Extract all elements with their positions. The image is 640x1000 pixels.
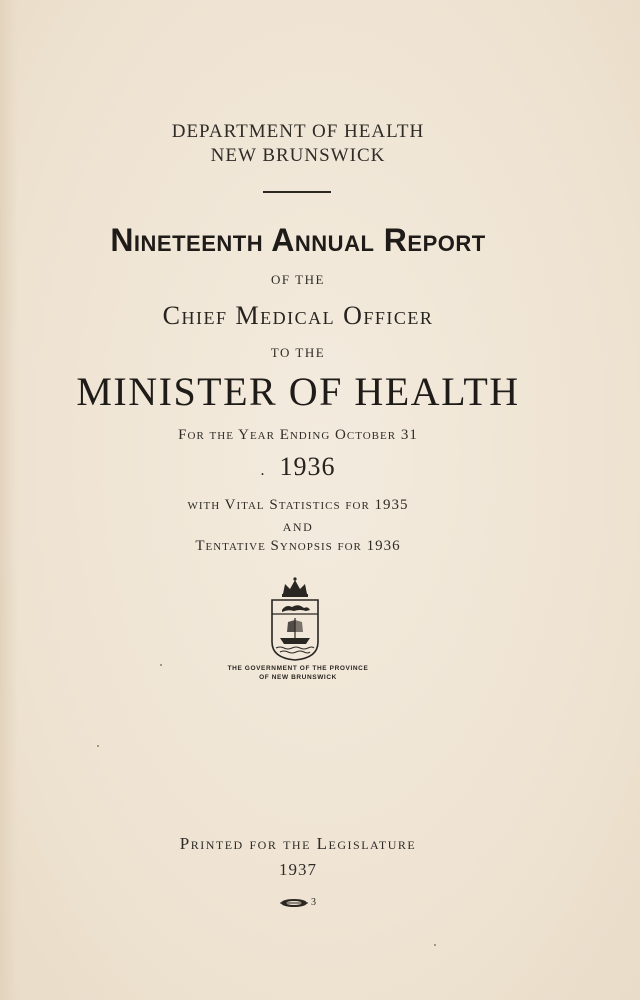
divider-rule [263, 191, 331, 193]
crest-caption-line2: OF NEW BRUNSWICK [259, 674, 337, 681]
of-the-text: OF THE [271, 272, 325, 287]
union-label-icon [279, 897, 309, 909]
crest-caption-line1: THE GOVERNMENT OF THE PROVINCE [227, 665, 369, 672]
report-year-value: 1936 [279, 452, 336, 481]
paper-speck [160, 664, 162, 666]
vital-statistics-text: with Vital Statistics for 1935 [187, 497, 409, 513]
paper-speck [97, 745, 99, 747]
department-name: DEPARTMENT OF HEALTH [171, 121, 425, 142]
year-ending-text: For the Year Ending October 31 [178, 427, 418, 443]
paper-speck [434, 944, 436, 946]
synopsis-text: Tentative Synopsis for 1936 [195, 538, 401, 554]
year-mark: . [260, 462, 266, 479]
to-the-text: TO THE [270, 345, 326, 360]
province-name: NEW BRUNSWICK [210, 145, 386, 166]
printed-year: 1937 [279, 860, 317, 879]
union-label-number: 3 [311, 897, 316, 908]
printed-for-text: Printed for the Legislature [179, 834, 417, 853]
minister-title: MINISTER OF HEALTH [76, 369, 520, 414]
coat-of-arms-icon [268, 576, 322, 662]
report-year [0, 452, 596, 482]
report-title: Nineteenth Annual Report [110, 222, 486, 258]
and-text: AND [282, 520, 314, 534]
officer-title: Chief Medical Officer [162, 301, 434, 330]
